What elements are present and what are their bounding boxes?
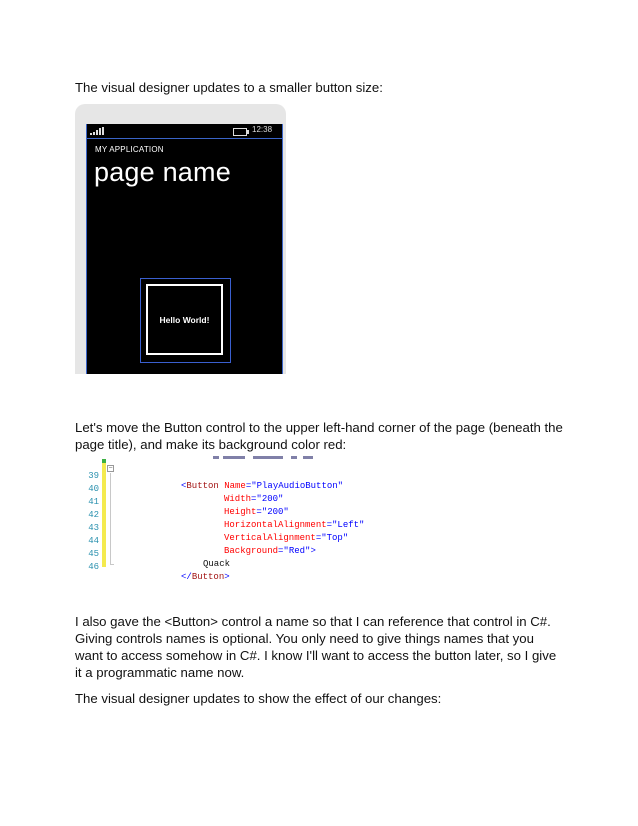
phone-screen xyxy=(86,124,283,374)
code-line: 44 Background="Red"> xyxy=(88,536,316,556)
collapse-toggle-icon[interactable]: − xyxy=(108,465,113,472)
code-line: 45 Quack xyxy=(88,549,231,569)
code-line: 41 Height="200" xyxy=(88,497,289,517)
move-button-paragraph: Let's move the Button control to the upper left-hand corner of the page (beneath the page title), and make its background color red: xyxy=(75,420,563,452)
code-line: 43 VerticalAlignment="Top" xyxy=(88,523,349,543)
code-editor-snippet xyxy=(85,459,405,582)
status-time: 12:38 xyxy=(252,125,273,134)
code-line: 42 HorizontalAlignment="Left" xyxy=(88,510,365,530)
code-line: 40 Width="200" xyxy=(88,484,284,504)
code-line: 39 <Button Name="PlayAudioButton" xyxy=(88,471,344,491)
signal-strength-icon xyxy=(90,127,108,135)
app-title: MY APPLICATION xyxy=(95,145,164,154)
page-title: page name xyxy=(94,157,231,187)
battery-icon xyxy=(233,128,247,136)
intro-paragraph: The visual designer updates to a smaller button size: xyxy=(75,80,383,95)
status-bar xyxy=(86,124,283,139)
hello-world-button[interactable]: Hello World! xyxy=(146,284,223,355)
naming-paragraph: I also gave the <Button> control a name so that I can reference that control in C#. Giving controls names is optional. You only need to give things names that you want to access somehow in C#. I know I'll want to access the button later, so I give it a programmatic name now. xyxy=(75,614,557,680)
code-line: 46 </Button> xyxy=(88,562,230,582)
designer-update-paragraph: The visual designer updates to show the effect of our changes: xyxy=(75,691,442,706)
